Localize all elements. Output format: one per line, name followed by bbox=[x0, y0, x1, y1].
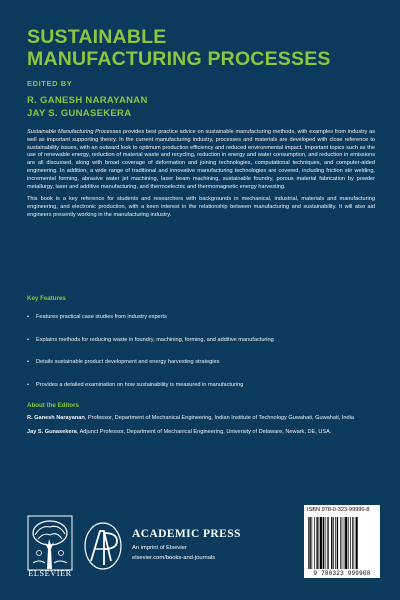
about-editors bbox=[27, 415, 375, 443]
elsevier-tree-icon bbox=[27, 515, 73, 571]
elsevier-wordmark: ELSEVIER bbox=[28, 569, 72, 578]
publisher-imprint: An imprint of Elsevier bbox=[132, 545, 187, 551]
description-paragraph: This book is a key reference for students and researchers with backgrounds in mechanical, industrial, materials and manufacturing engineering, and electronic production, with a keen interest in the relationship between manufacturing and sustainability. It will also aid engineers presently working in the manufacturing industry. bbox=[27, 196, 375, 218]
editor-bio-text: , Professor, Department of Mechanical Engineering, Indian Institute of Technology Guwahati, Guwahati, India bbox=[84, 415, 355, 421]
editor-bio-name: Jay S. Gunasekera bbox=[27, 428, 77, 435]
bullet-icon: • bbox=[27, 359, 29, 365]
editor-name: R. GANESH NARAYANAN bbox=[27, 95, 148, 106]
book-description bbox=[27, 129, 375, 225]
description-book-title: Sustainable Manufacturing Processes bbox=[27, 129, 122, 135]
bullet-icon: • bbox=[27, 336, 29, 343]
editor-bio-name: R. Ganesh Narayanan bbox=[27, 415, 85, 421]
academic-press-ap-icon bbox=[83, 521, 123, 571]
publisher-block bbox=[132, 528, 241, 561]
book-title-line-1: SUSTAINABLE bbox=[27, 26, 167, 48]
editors-list bbox=[27, 95, 148, 120]
editor-bio-text: , Adjunct Professor, Department of Mechanical Engineering, University of Delaware, Newark, DE, USA. bbox=[76, 428, 332, 435]
list-item bbox=[27, 314, 375, 337]
about-editors-heading: About the Editors bbox=[27, 402, 79, 409]
feature-text: Details sustainable product development and energy harvesting strategies bbox=[36, 359, 220, 365]
list-item bbox=[27, 382, 375, 405]
feature-text: Provides a detailed examination on how sustainability is measured in manufacturing bbox=[36, 381, 244, 388]
description-text: provides best practice advice on sustainable manufacturing methods, with examples from industry as well as important supporting theory. In the current manufacturing industry, processes and materials are developed with close reference to sustainability issues, with an outward look to optimum production efficiency and reduced environmental impact. Important topics such as the use of renewable energy, reduction of material waste and recycling, reduction in energy and water consumption, and reduction in emissions are all discussed, along with broad coverage of deformation and joining technologies, computational techniques, and computer-aided engineering. In addition, a wide range of traditional and innovative manufacturing technologies are covered, including friction stir welding, incremental forming, abrasive water jet machining, laser beam machining, sustainable foundry, porous material fabrication by powder metallurgy, laser and additive manufacturing, and thermoelectric and thermomagnetic energy harvesting. bbox=[27, 129, 375, 190]
editor-bio bbox=[27, 415, 375, 423]
bullet-icon: • bbox=[27, 381, 29, 388]
key-features-list bbox=[27, 314, 375, 404]
bullet-icon: • bbox=[27, 314, 29, 320]
book-title-line-2: MANUFACTURING PROCESSES bbox=[27, 48, 331, 70]
isbn-digits: 9 780323 999908 bbox=[313, 570, 371, 577]
editor-bio bbox=[27, 429, 375, 437]
key-features-heading: Key Features bbox=[27, 295, 66, 302]
isbn-label: ISBN 978-0-323-99990-8 bbox=[307, 507, 370, 513]
edited-by-label: EDITED BY bbox=[27, 79, 73, 88]
editor-name: JAY S. GUNASEKERA bbox=[27, 107, 132, 119]
description-paragraph bbox=[27, 129, 375, 191]
list-item bbox=[27, 337, 375, 360]
book-title bbox=[27, 26, 387, 70]
publisher-url: elsevier.com/books-and-journals bbox=[132, 555, 216, 561]
feature-text: Features practical case studies from industry experts bbox=[36, 314, 167, 320]
publisher-name: ACADEMIC PRESS bbox=[132, 528, 241, 540]
isbn-barcode-box bbox=[304, 505, 380, 578]
list-item bbox=[27, 359, 375, 382]
barcode-icon bbox=[307, 517, 377, 569]
feature-text: Explains methods for reducing waste in foundry, machining, forming, and additive manufacturing bbox=[36, 336, 274, 343]
